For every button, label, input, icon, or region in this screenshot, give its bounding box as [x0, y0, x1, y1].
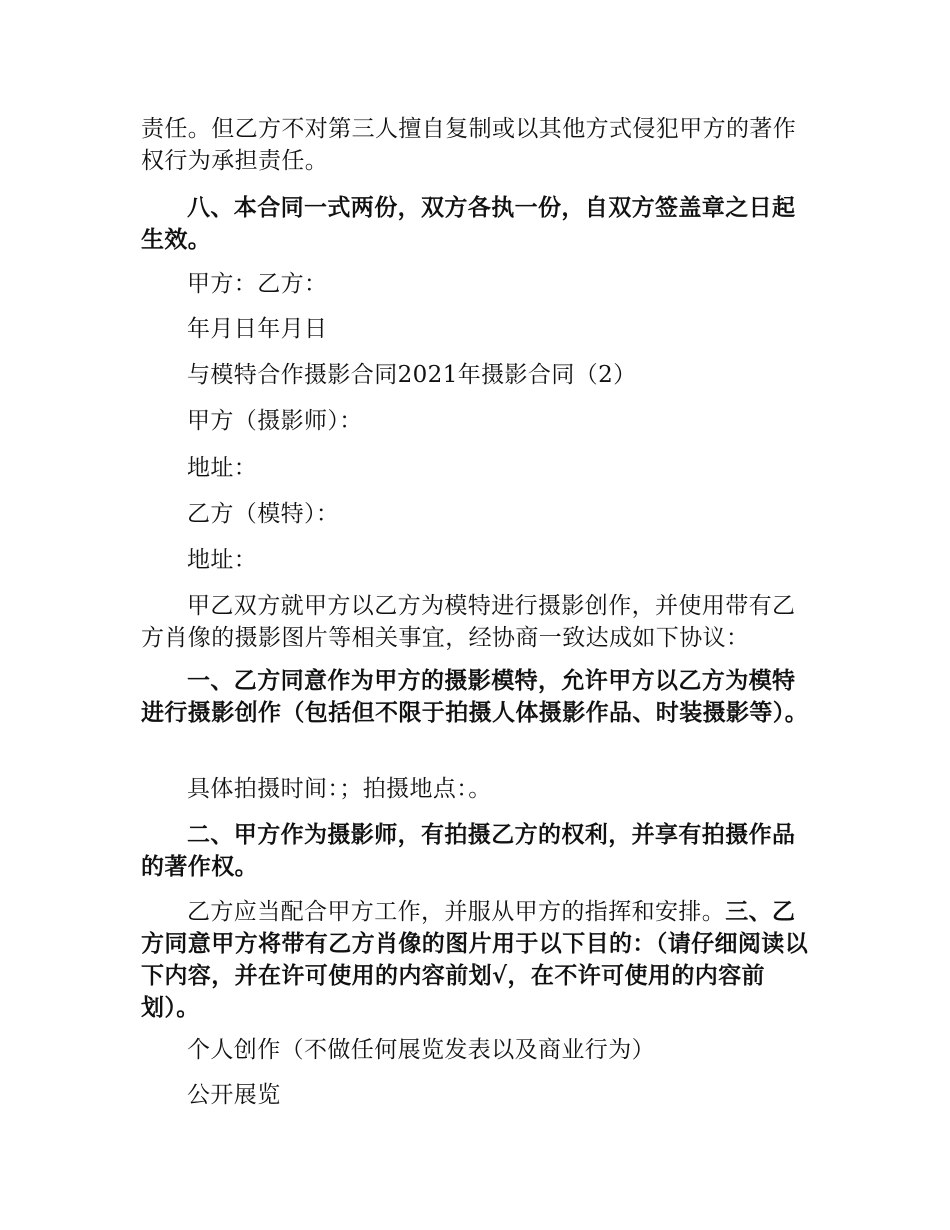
party-b-label: 乙方（模特）：	[187, 501, 340, 527]
signature-parties: 甲方：乙方：	[187, 271, 328, 297]
agreement-intro: 甲乙双方就甲方以乙方为模特进行摄影创作，并使用带有乙方肖像的摄影图片等相关事宜，经协商一致达成如下协议：	[141, 593, 796, 651]
party-b-address: 地址：	[187, 547, 258, 573]
shooting-details: 具体拍摄时间：；拍摄地点：。	[187, 776, 492, 802]
party-a-label: 甲方（摄影师）：	[187, 408, 363, 434]
option-public-exhibition: 公开展览	[187, 1082, 281, 1108]
signature-dates: 年月日年月日	[187, 316, 328, 342]
cooperation-text: 乙方应当配合甲方工作，并服从甲方的指挥和安排。	[187, 899, 726, 925]
option-personal-creation: 个人创作（不做任何展览发表以及商业行为）	[187, 1037, 655, 1063]
contract-title: 与模特合作摄影合同2021年摄影合同（2）	[187, 362, 637, 388]
clause-two: 二、甲方作为摄影师，有拍摄乙方的权利，并享有拍摄作品的著作权。	[141, 821, 796, 880]
clause-eight: 八、本合同一式两份，双方各执一份，自双方签盖章之日起生效。	[141, 194, 796, 253]
paragraph-liability: 责任。但乙方不对第三人擅自复制或以其他方式侵犯甲方的著作权行为承担责任。	[141, 116, 797, 174]
party-a-address: 地址：	[187, 455, 258, 481]
clause-three-block	[141, 896, 813, 1024]
clause-one: 一、乙方同意作为甲方的摄影模特，允许甲方以乙方为模特进行摄影创作（包括但不限于拍摄人体摄影作品、时装摄影等）。	[141, 667, 809, 726]
clause-three: 三、乙方同意甲方将带有乙方肖像的图片用于以下目的：（请仔细阅读以下内容，并在许可使用的内容前划√，在不许可使用的内容前划）。	[141, 898, 809, 1021]
